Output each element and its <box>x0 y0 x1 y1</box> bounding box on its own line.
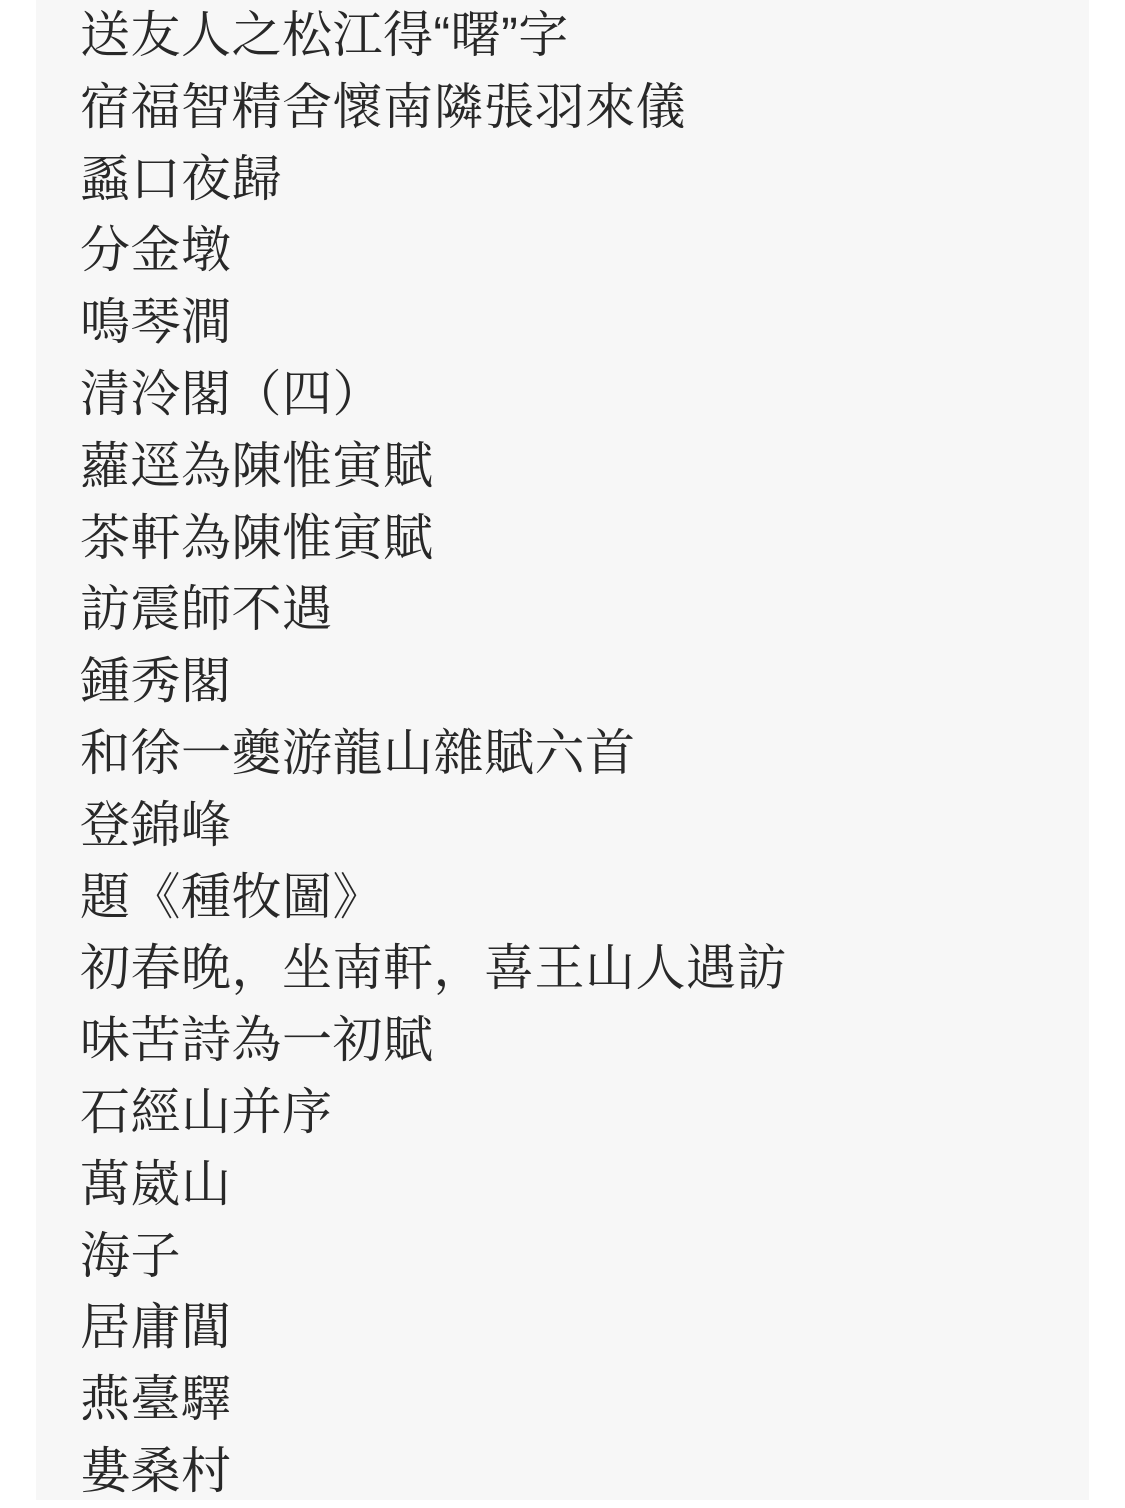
toc-entry[interactable]: 宿福智精舍懷南隣張羽來儀 <box>80 78 686 135</box>
toc-entry[interactable]: 訪震師不遇 <box>80 581 333 638</box>
toc-entry[interactable]: 和徐一夔游龍山雜賦六首 <box>80 724 636 781</box>
toc-entry[interactable]: 味苦詩為一初賦 <box>80 1012 434 1069</box>
toc-entry[interactable]: 題《種牧圖》 <box>80 868 383 925</box>
toc-entry[interactable]: 分金墩 <box>80 222 232 279</box>
toc-entry[interactable]: 登錦峰 <box>80 796 232 853</box>
toc-entry[interactable]: 茶軒為陳惟寅賦 <box>80 509 434 566</box>
page-left-margin <box>0 0 36 1500</box>
toc-entry[interactable]: 海子 <box>80 1227 181 1284</box>
toc-entry[interactable]: 燕臺驛 <box>80 1371 232 1428</box>
toc-entry[interactable]: 石經山并序 <box>80 1083 333 1140</box>
page-right-margin <box>1089 0 1125 1500</box>
toc-entry[interactable]: 萬崴山 <box>80 1155 232 1212</box>
toc-entry[interactable]: 送友人之松江得“曙”字 <box>80 7 569 63</box>
toc-entry[interactable]: 蟸口夜歸 <box>80 150 282 207</box>
toc-entry[interactable]: 鍾秀閣 <box>80 653 232 710</box>
toc-entry[interactable]: 清泠閣（四） <box>80 365 383 422</box>
toc-entry[interactable]: 初春晚，坐南軒，喜王山人遇訪 <box>80 940 787 997</box>
toc-entry[interactable]: 居庸閶 <box>80 1299 232 1356</box>
toc-entry[interactable]: 蘿逕為陳惟寅賦 <box>80 437 434 494</box>
ebook-page <box>36 0 1089 1500</box>
toc-entry[interactable]: 婁桑村 <box>80 1442 232 1499</box>
toc-entry[interactable]: 鳴琴澗 <box>80 294 232 351</box>
table-of-contents <box>36 0 1089 1508</box>
